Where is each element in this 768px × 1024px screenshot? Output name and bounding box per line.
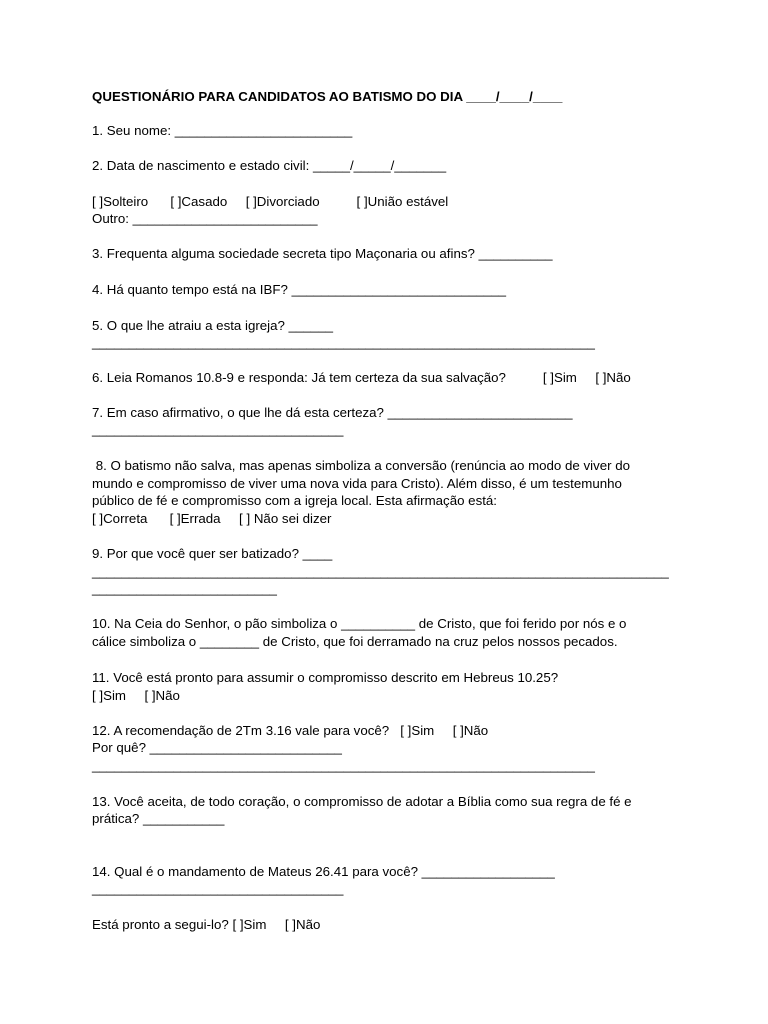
marital-status-other: Outro: _________________________	[92, 211, 318, 226]
question-11-options: [ ]Sim [ ]Não	[92, 688, 180, 703]
question-6-salvation: 6. Leia Romanos 10.8-9 e responda: Já tem certeza da sua salvação? [ ]Sim [ ]Não	[92, 370, 631, 385]
question-10-line-2: cálice simboliza o ________ de Cristo, que foi derramado na cruz pelos nossos pecados.	[92, 634, 618, 649]
question-1-name: 1. Seu nome: ________________________	[92, 123, 353, 138]
document-title: QUESTIONÁRIO PARA CANDIDATOS AO BATISMO DO DIA ____/____/____	[92, 89, 563, 104]
question-2-birth-date: 2. Data de nascimento e estado civil: _____/_____/_______	[92, 158, 447, 173]
marital-status-options: [ ]Solteiro [ ]Casado [ ]Divorciado [ ]União estável	[92, 194, 449, 209]
question-8-line-2: mundo e compromisso de viver uma nova vida para Cristo). Além disso, é um testemunho	[92, 476, 622, 491]
question-9-answer-line-1: ______________________________________________________________________________	[92, 564, 669, 579]
question-12-answer-line: ____________________________________________________________________	[92, 758, 595, 773]
question-7-certainty: 7. Em caso afirmativo, o que lhe dá esta certeza? _________________________	[92, 405, 573, 420]
question-13-line-2: prática? ___________	[92, 811, 225, 826]
question-5-answer-line: ____________________________________________________________________	[92, 335, 595, 350]
question-3-secret-society: 3. Frequenta alguma sociedade secreta tipo Maçonaria ou afins? __________	[92, 246, 553, 261]
question-12-why: Por quê? __________________________	[92, 740, 342, 755]
question-8-line-1: 8. O batismo não salva, mas apenas simboliza a conversão (renúncia ao modo de viver do	[92, 458, 631, 473]
question-9-answer-line-2: _________________________	[92, 581, 277, 596]
question-4-time-at-church: 4. Há quanto tempo está na IBF? _____________________________	[92, 282, 507, 297]
question-14-matthew: 14. Qual é o mandamento de Mateus 26.41 para você? __________________	[92, 864, 555, 879]
question-10-line-1: 10. Na Ceia do Senhor, o pão simboliza o __________ de Cristo, que foi ferido por nós e o	[92, 616, 627, 631]
question-8-options: [ ]Correta [ ]Errada [ ] Não sei dizer	[92, 511, 332, 526]
question-14-answer-line: __________________________________	[92, 881, 344, 896]
question-7-answer-line: __________________________________	[92, 422, 344, 437]
question-9-why-baptized: 9. Por que você quer ser batizado? ____	[92, 546, 333, 561]
question-12-timothy: 12. A recomendação de 2Tm 3.16 vale para você? [ ]Sim [ ]Não	[92, 723, 489, 738]
question-11-hebrews: 11. Você está pronto para assumir o compromisso descrito em Hebreus 10.25?	[92, 670, 559, 685]
question-8-line-3: público de fé e compromisso com a igreja local. Esta afirmação está:	[92, 493, 498, 508]
question-14-follow-up: Está pronto a segui-lo? [ ]Sim [ ]Não	[92, 917, 321, 932]
question-13-line-1: 13. Você aceita, de todo coração, o compromisso de adotar a Bíblia como sua regra de fé e	[92, 794, 632, 809]
question-5-attraction: 5. O que lhe atraiu a esta igreja? ______	[92, 318, 333, 333]
